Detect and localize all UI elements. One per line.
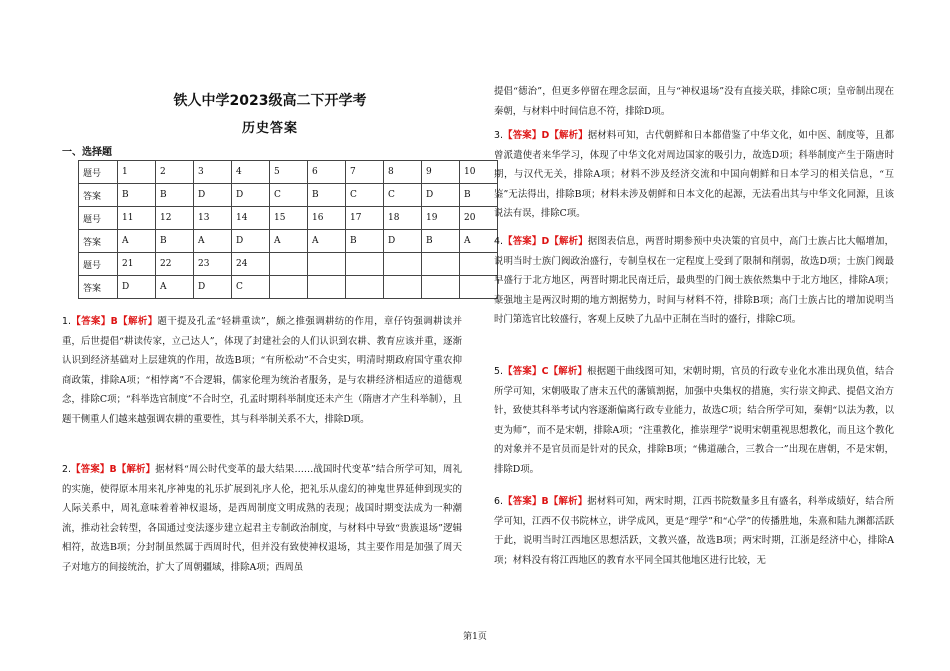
answer-table-cell: 13 — [194, 207, 232, 230]
item-number: 1. — [62, 316, 71, 327]
answer-table-cell: 7 — [346, 161, 384, 184]
answer-tag: 【答案】 — [502, 236, 542, 247]
answer-table-cell: B — [346, 230, 384, 253]
answer-table-cell: 5 — [270, 161, 308, 184]
answer-table-cell — [422, 276, 460, 299]
answer-table-cell: 2 — [156, 161, 194, 184]
answer-table-cell: C — [270, 184, 308, 207]
item-text: 据材料可知，古代朝鲜和日本都借鉴了中华文化，如中医、制度等，且都曾派遣使者来华学习，体现了中华文化对周边国家的吸引力，故选D项；科举制度产生于隋唐时期，与汉代无关，排除A项；材料不涉及经济交流和中国向朝鲜和日本学习的相关信息，“互鉴”无法得出，排除B项；材料未涉及朝鲜和日本文化的起源，无法看出其与中华文化同源，且该说法有误，排除C项。 — [494, 130, 894, 219]
answer-table-cell — [308, 276, 346, 299]
analysis-tag: 【解析】 — [549, 130, 588, 141]
answer-letter: D — [541, 236, 550, 247]
answer-table-cell: 17 — [346, 207, 384, 230]
answer-table-cell: A — [270, 230, 308, 253]
answer-table-cell: A — [118, 230, 156, 253]
item-text: 据材料“周公时代变革的最大结果……战国时代变革”结合所学可知，周礼的实施，使得原本用来礼序神鬼的礼乐扩展到礼序人伦，把礼乐从虚幻的神鬼世界延伸到现实的人际关系中，周礼意味着着神权退场，是西周制度文明成熟的表现；战国时期变法成为一种潮流，推动社会转型，各国通过变法逐步建立起君主专制政治制度，与材料中导致“贵族退场”逻辑相符，故选B项；分封制虽然属于西周时代，但并没有致使神权退场，其主要作用是加强了周天子对地方的间接统治，扩大了周朝疆域，排除A项；西周虽 — [62, 464, 462, 573]
answer-table-cell: B — [118, 184, 156, 207]
answer-letter: B — [541, 496, 549, 507]
answer-table-cell — [346, 253, 384, 276]
answer-item-1 — [62, 312, 462, 429]
answer-table-cell — [384, 253, 422, 276]
answer-table-cell: 3 — [194, 161, 232, 184]
answer-table-cell: D — [194, 276, 232, 299]
answer-table-cell: B — [422, 230, 460, 253]
answer-table-cell — [308, 253, 346, 276]
answer-table-cell: 21 — [118, 253, 156, 276]
item-text: 题干提及孔孟“轻耕重读”，颇之推强调耕纺的作用，章仔钧强调耕读并重，后世提倡“耕读传家，立己达人”，体现了封建社会的人们认识到农耕、教育应该并重，逐渐认识到经济基础对上层建筑的作用，故选B项；“有所松动”不合史实，明清时期政府国守重农抑商政策，排除A项；“相悖离”不合逻辑，儒家伦理为统治者服务，是与农耕经济相适应的道德观念，排除C项；“科举选官制度”不合时空，孔孟时期科举制度还未产生（隋唐才产生科举制），且题干侧重人们越来越强调农耕的重要性，其与科举制关系不大，排除D项。 — [62, 316, 462, 425]
item-number: 3. — [494, 130, 503, 141]
answer-table-header-cell: 答案 — [79, 276, 118, 299]
answer-table-cell: D — [194, 184, 232, 207]
answer-table-cell: 9 — [422, 161, 460, 184]
answer-table-cell: 19 — [422, 207, 460, 230]
analysis-tag: 【解析】 — [116, 464, 156, 475]
answer-item-6 — [494, 492, 894, 570]
page-subtitle: 历史答案 — [241, 121, 298, 136]
answer-table-cell: 20 — [460, 207, 498, 230]
answer-table-cell: B — [308, 184, 346, 207]
analysis-tag: 【解析】 — [548, 366, 588, 377]
answer-letter: C — [541, 366, 549, 377]
answer-table-row — [79, 161, 498, 184]
answer-table-cell — [460, 253, 498, 276]
answer-item-5 — [494, 362, 894, 479]
answer-table-row — [79, 230, 498, 253]
item-number: 4. — [494, 236, 503, 247]
page-title: 铁人中学2023级高二下开学考 — [173, 93, 367, 109]
answer-table-row — [79, 207, 498, 230]
answer-table-cell: A — [194, 230, 232, 253]
answer-table-cell — [384, 276, 422, 299]
answer-table-cell: 15 — [270, 207, 308, 230]
answer-table-cell: D — [232, 184, 270, 207]
answer-table-cell — [270, 253, 308, 276]
answer-table-header-cell: 答案 — [79, 184, 118, 207]
answer-tag: 【答案】 — [70, 464, 110, 475]
analysis-tag: 【解析】 — [117, 316, 158, 327]
answer-table-cell: 4 — [232, 161, 270, 184]
answer-table-header-cell: 答案 — [79, 230, 118, 253]
answer-table-row — [79, 253, 498, 276]
answer-table-cell: 11 — [118, 207, 156, 230]
answer-table-cell: D — [232, 230, 270, 253]
answer-table-row — [79, 184, 498, 207]
answer-item-2 — [62, 460, 462, 577]
item-text: 据材料可知，两宋时期，江西书院数量多且有盛名，科举成绩好，结合所学可知，江西不仅书院林立，讲学成风，更是“理学”和“心学”的传播胜地，朱熹和陆九渊都活跃于此，说明当时江西地区思想活跃，文教兴盛，故选B项；两宋时期，江浙是经济中心，排除A项；材料没有将江西地区的教育水平同全国其他地区进行比较，无 — [494, 496, 894, 566]
answer-table-cell: C — [384, 184, 422, 207]
answer-table-row — [79, 276, 498, 299]
answer-table-cell: 23 — [194, 253, 232, 276]
item-number: 2. — [62, 464, 71, 475]
answer-table-cell: 16 — [308, 207, 346, 230]
answer-table-header-cell: 题号 — [79, 207, 118, 230]
analysis-tag: 【解析】 — [549, 236, 588, 247]
page-number: 第1页 — [463, 632, 487, 642]
item-number: 5. — [494, 366, 503, 377]
answer-table-header-cell: 题号 — [79, 161, 118, 184]
answer-letter: B — [110, 316, 118, 327]
answer-table-cell: 24 — [232, 253, 270, 276]
answer-table-cell: B — [156, 230, 194, 253]
answer-table-cell: B — [460, 184, 498, 207]
answer-tag: 【答案】 — [502, 496, 542, 507]
answer-table-cell — [460, 276, 498, 299]
answer-table-cell: 8 — [384, 161, 422, 184]
section-heading: 一、选择题 — [62, 147, 112, 158]
answer-table-cell: D — [118, 276, 156, 299]
item-text: 根据题干曲线图可知，宋朝时期，官员的行政专业化水准出现负值，结合所学可知，宋朝吸取了唐末五代的藩镇割据，加强中央集权的措施，实行崇文抑武、提倡文治方针，致使其科举考试内容逐渐偏离行政专业能力，故选C项；结合所学可知，秦朝“以法为教，以吏为师”，而不是宋朝，排除A项；“注重教化，推崇理学”说明宋朝重视思想教化，而且这个教化的对象并不是官员而是针对的民众，排除B项；“佛道融合，三教合一”出现在唐朝，不是宋朝，排除D项。 — [494, 366, 894, 475]
answer-tag: 【答案】 — [70, 316, 111, 327]
answer-table-cell: 6 — [308, 161, 346, 184]
answer-table-cell: D — [422, 184, 460, 207]
answer-table-header-cell: 题号 — [79, 253, 118, 276]
analysis-tag: 【解析】 — [548, 496, 588, 507]
answer-table-cell: 18 — [384, 207, 422, 230]
item-text: 据图表信息，两晋时期参预中央决策的官员中，高门士族占比大幅增加，说明当时士族门阀政治盛行，专制皇权在一定程度上受到了限制和削弱，故选D项；士族门阀最早盛行于北方地区，两晋时期北民南迁后，最典型的门阀士族依然集中于北方地区，排除A项；豪强地主是两汉时期的地方割据势力，时间与材料不符，排除B项；高门士族占比的增加说明当时门第选官比较盛行，客观上反映了九品中正制在当时的盛行，排除C项。 — [494, 236, 894, 325]
answer-table-cell: D — [384, 230, 422, 253]
answer-table-cell: C — [232, 276, 270, 299]
answer-table-cell — [270, 276, 308, 299]
answer-table-cell — [422, 253, 460, 276]
answer-tag: 【答案】 — [502, 130, 542, 141]
answer-table — [78, 160, 498, 299]
answer-letter: D — [541, 130, 550, 141]
answer-table-cell: A — [460, 230, 498, 253]
answer-table-cell: 22 — [156, 253, 194, 276]
answer-letter: B — [109, 464, 117, 475]
answer-table-cell: 12 — [156, 207, 194, 230]
answer-table-cell: 10 — [460, 161, 498, 184]
answer-tag: 【答案】 — [502, 366, 542, 377]
answer-table-cell: C — [346, 184, 384, 207]
answer-item-3 — [494, 126, 894, 224]
answer-table-cell: B — [156, 184, 194, 207]
answer-item-4 — [494, 232, 894, 330]
answer-table-cell: A — [156, 276, 194, 299]
answer-table-cell — [346, 276, 384, 299]
continued-text: 提倡“德治”，但更多停留在理念层面，且与“神权退场”没有直接关联，排除C项；皇帝制出现在秦朝，与材料中时间信息不符，排除D项。 — [494, 86, 894, 117]
answer-table-cell: 14 — [232, 207, 270, 230]
answer-table-cell: 1 — [118, 161, 156, 184]
item-number: 6. — [494, 496, 503, 507]
answer-table-cell: A — [308, 230, 346, 253]
